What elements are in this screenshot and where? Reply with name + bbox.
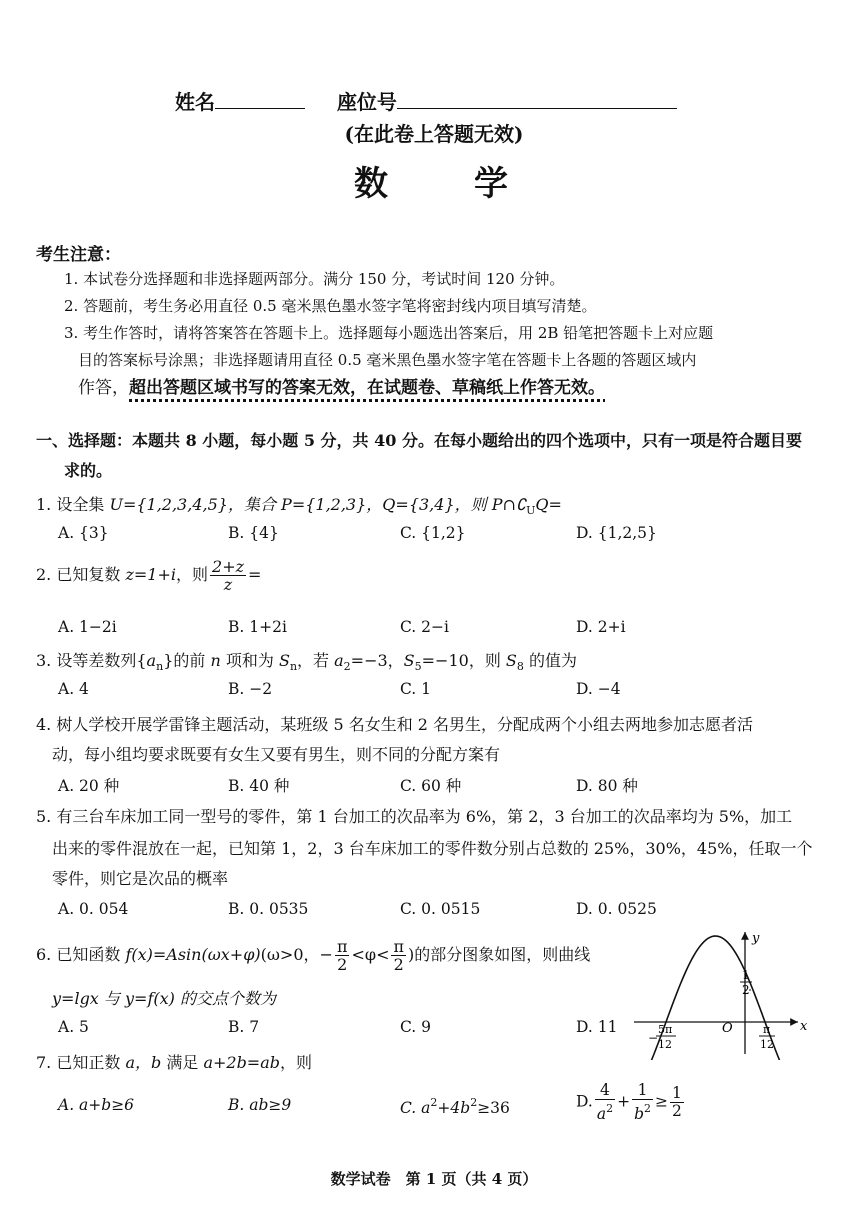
q3-sn-sub: n [289,660,298,673]
q3-a2-sub: 2 [343,660,351,673]
q1-set-u: U={1,2,3,4,5}，集合 [109,495,282,514]
q2-option-c[interactable]: C. 2−i [400,618,449,636]
q3-mid2: 项和为 [220,651,279,670]
page-title: 数 学 [354,164,514,204]
q7-d-label: D. [576,1092,593,1111]
q7-vars: a，b [125,1053,162,1072]
q3-prefix: 3. 设等差数列{ [36,651,147,670]
q3-s8: S [505,651,517,670]
question-2 [36,558,261,593]
q6-cond1: (ω>0，− [260,945,333,964]
q5-option-d[interactable]: D. 0. 0525 [576,900,657,918]
q2-mid: ，则 [176,565,209,584]
q2-option-b[interactable]: B. 1+2i [228,618,287,636]
name-label-row [175,86,677,115]
q4-option-b[interactable]: B. 40 种 [228,777,290,795]
q7-option-b[interactable] [228,1096,291,1114]
section-1-heading-line1: 一、选择题：本题共 8 小题，每小题 5 分，共 40 分。在每小题给出的四个选项中，只有一项是符合题目要 [36,431,802,450]
q6-frac-right-num: π [393,937,404,956]
instruction-3-prefix: 作答， [78,378,129,398]
q6-option-b[interactable]: B. 7 [228,1018,260,1036]
q1-option-a[interactable]: A. {3} [58,524,109,542]
q3-a2-val: =−3， [350,651,404,670]
q7-c-c: ≥36 [477,1099,510,1117]
instruction-3-line1: 3. 考生作答时，请将答案答在答题卡上。选择题每小题选出答案后，用 2B 铅笔把答题卡上对应题 [64,324,714,342]
q7-c-b: +4b [437,1099,471,1117]
q7-c-a: C. a [400,1099,431,1117]
question-3 [36,648,577,673]
q7-prefix: 7. 已知正数 [36,1053,126,1072]
q2-option-d[interactable]: D. 2+i [576,618,626,636]
q7-option-d[interactable] [576,1082,686,1123]
q6-option-a[interactable]: A. 5 [58,1018,89,1036]
section-1-heading-line2: 求的。 [64,461,113,480]
q2-prefix: 2. 已知复数 [36,565,126,584]
q6-frac-right [391,938,406,973]
q3-s8-sub: 8 [516,660,524,673]
q4-option-d[interactable]: D. 80 种 [576,777,638,795]
instruction-3-emphasis: 超出答题区域书写的答案无效，在试题卷、草稿纸上作答无效。 [129,378,605,398]
q6-left-sign: − [648,1031,659,1045]
q2-frac-num: 2+z [212,557,245,576]
q7-d-sup1: 2 [606,1102,614,1115]
q6-option-c[interactable]: C. 9 [400,1018,432,1036]
q3-suffix: 的值为 [523,651,577,670]
q6-frac-right-den: 2 [393,955,404,974]
q7-d-frac3 [670,1085,684,1120]
q7-d-d1: a [596,1105,607,1123]
q1-prefix: 1. 设全集 [36,495,110,514]
q7-d-sup2: 2 [644,1102,651,1115]
q3-an: a [146,651,157,670]
instruction-3-line3 [78,373,605,398]
q3-sn: S [278,651,290,670]
seat-label: 座位号 [336,90,397,114]
q3-option-c[interactable]: C. 1 [400,680,432,698]
q6-cond2: )的部分图象如图，则曲线 [407,945,591,964]
q4-option-a[interactable]: A. 20 种 [58,777,120,795]
q6-frac-left-num: π [336,937,348,956]
q6-line2-text: y=lgx 与 y=f(x) 的交点个数为 [52,989,276,1008]
q6-frac-left-den: 2 [337,955,348,974]
q1-option-d[interactable]: D. {1,2,5} [576,524,657,542]
seat-blank[interactable] [397,108,677,109]
q2-suffix: = [248,565,262,584]
q6-x-label: x [800,1019,808,1034]
instruction-1: 1. 本试卷分选择题和非选择题两部分。满分 150 分，考试时间 120 分钟。 [64,270,565,288]
q3-option-a[interactable]: A. 4 [58,680,89,698]
q3-an-sub: n [156,660,164,673]
q6-right-num: π [763,1023,771,1036]
q3-s5: S [403,651,415,670]
question-5-line2: 出来的零件混放在一起，已知第 1，2，3 台车床加工的零件数分别占总数的 25%，30%，45%，任取一个 [52,839,813,858]
q6-left-den: 12 [658,1038,672,1051]
q7-mid: 满足 [161,1053,204,1072]
question-1 [36,492,562,517]
q3-a2: a [334,651,344,670]
q7-d-n2: 1 [632,1082,653,1100]
q6-right-den: 12 [760,1038,774,1051]
q7-option-b-text: B. ab≥9 [228,1096,292,1114]
q1-option-c[interactable]: C. {1,2} [400,524,466,542]
q6-frac-left [335,938,350,973]
q7-d-d2: b [634,1105,644,1123]
q6-graph [628,924,814,1060]
q3-s5-sub: 5 [414,660,422,673]
question-4-line1: 4. 树人学校开展学雷锋主题活动，某班级 5 名女生和 2 名男生，分配成两个小组去两地参加志愿者活 [36,715,754,734]
q1-sub: U [526,504,536,517]
q5-option-c[interactable]: C. 0. 0515 [400,900,481,918]
q7-d-n3: 1 [672,1084,682,1102]
q7-d-n1: 4 [595,1082,615,1100]
q7-c-sup1: 2 [430,1096,438,1109]
q6-function: f(x)=Asin(ωx+φ) [125,945,261,964]
q6-y-label: y [752,931,760,946]
q3-mid3: ，若 [297,651,335,670]
instruction-3-line2: 目的答案标号涂黑；非选择题请用直径 0.5 毫米黑色墨水签字笔在答题卡上各题的答题区域内 [78,351,697,369]
q6-prefix: 6. 已知函数 [36,945,126,964]
q6-option-d[interactable]: D. 11 [576,1018,618,1036]
q6-half-den: 2 [742,983,750,997]
q7-c-sup2: 2 [470,1096,478,1109]
q3-option-b[interactable]: B. −2 [228,680,273,698]
instruction-2: 2. 答题前，考生务必用直径 0.5 毫米黑色墨水签字笔将密封线内项目填写清楚。 [64,297,597,315]
q5-option-a[interactable]: A. 0. 054 [58,900,129,918]
question-6-line2 [52,986,276,1009]
q3-n: n [210,651,221,670]
q3-s5-val: =−10，则 [421,651,506,670]
q7-option-a-text: A. a+b≥6 [58,1096,135,1114]
q6-half-num: 1 [742,968,750,982]
question-4-line2: 动，每小组均要求既要有女生又要有男生，则不同的分配方案有 [52,745,501,764]
q6-left-num: 5π [658,1023,673,1036]
q3-option-d[interactable]: D. −4 [576,680,621,698]
question-5-line3: 零件，则它是次品的概率 [52,869,229,888]
q1-set-p: P={1,2,3}， [281,495,383,514]
q7-d-frac1 [595,1082,615,1123]
q7-option-c[interactable] [400,1096,510,1117]
question-7 [36,1050,312,1073]
q7-d-plus: + [617,1092,631,1111]
q7-d-d3: 2 [672,1102,682,1120]
question-6-line1 [36,938,590,973]
q1-expr-end: Q= [535,495,562,514]
q1-option-b[interactable]: B. {4} [228,524,279,542]
q1-expr: P∩∁ [491,495,527,514]
page-footer: 数学试卷 第 1 页（共 4 页） [330,1170,538,1188]
instructions-heading: 考生注意： [36,245,121,265]
question-5-line1: 5. 有三台车床加工同一型号的零件，第 1 台加工的次品率为 6%，第 2，3 台加工的次品率均为 5%，加工 [36,807,793,826]
q2-frac-den: z [223,575,233,594]
q5-option-b[interactable]: B. 0. 0535 [228,900,309,918]
q7-suffix: ，则 [280,1053,313,1072]
q3-mid1: }的前 [163,651,211,670]
q2-option-a[interactable]: A. 1−2i [58,618,117,636]
q1-set-q: Q={3,4}，则 [382,495,492,514]
q4-option-c[interactable]: C. 60 种 [400,777,462,795]
q2-z-def: z=1+i [125,565,176,584]
notice: (在此卷上答题无效) [344,122,524,146]
q6-lt: <φ< [351,945,390,964]
q7-cond: a+2b=ab [203,1053,280,1072]
q2-fraction [210,558,246,593]
name-label: 姓名 [175,90,215,114]
q7-d-ge: ≥ [655,1092,668,1111]
q7-d-frac2 [632,1082,653,1123]
q7-option-a[interactable] [58,1096,134,1114]
name-blank[interactable] [215,108,305,109]
q6-origin-label: O [722,1021,733,1036]
